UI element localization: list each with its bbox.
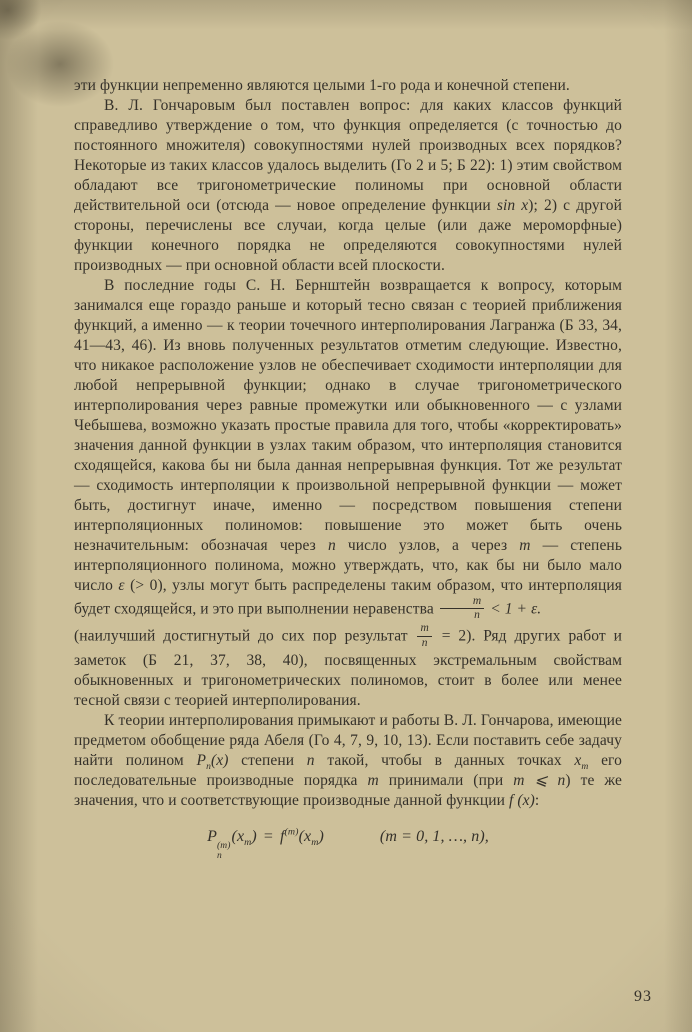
formula-condition: (m = 0, 1, …, n), xyxy=(379,827,489,845)
math-point-x-m xyxy=(574,751,589,772)
fraction-numerator: m xyxy=(417,622,431,636)
displayed-formula xyxy=(74,827,622,862)
open-paren: ( xyxy=(298,827,305,845)
math-subscript: m xyxy=(311,837,319,849)
text-run: ) те же значения, что и соответствующие производные данной функции xyxy=(74,771,622,809)
math-base: P xyxy=(196,751,207,769)
text-run: — степень интерполяционного полинома, можно утверждать, что, как бы ни было мало число xyxy=(74,537,622,594)
close-paren: ) xyxy=(251,827,257,845)
math-sin-x: sin x xyxy=(496,197,529,214)
page-number: 93 xyxy=(634,988,652,1005)
paragraph-best-result xyxy=(74,623,622,710)
open-paren: ( xyxy=(231,827,237,845)
fraction-denominator: n xyxy=(421,636,428,649)
text-run: (> 0), узлы могут быть распределены таким образом, что интерполяция будет сходящейся, и это при выполнении неравенства xyxy=(74,577,622,618)
text-run: = 2). Ряд других работ и заметок (Б 21, 37, 38, 40), посвященных экстремальным свойствам обыкновенных и тригонометрических полиномов, стоит в более или менее тесной связи с теорией интерполирования. xyxy=(74,627,622,709)
sup-sub-stack xyxy=(217,841,231,862)
math-function-f-x: f (x) xyxy=(509,791,535,809)
math-symbol-n: n xyxy=(306,751,315,769)
paragraph-continuation xyxy=(74,76,622,96)
text-run: эти функции непременно являются целыми 1-го рода и конечной степени. xyxy=(74,77,570,94)
equation xyxy=(207,826,324,862)
text-run: К теории интерполирования примыкают и работы В. Л. Гончарова, имеющие предметом обобщение ряда Абеля (Го 4, 7, 9, 10, 13). Если поставить себе задачу найти полином xyxy=(74,711,622,769)
math-base-f: f xyxy=(279,827,285,845)
math-base: x xyxy=(574,751,582,769)
paragraph-abel-series xyxy=(74,711,622,811)
text-run: : xyxy=(534,791,540,809)
math-inequality-tail: < 1 + ε. xyxy=(486,600,542,618)
paragraph-bernstein-interpolation xyxy=(74,276,622,623)
math-symbol-n: n xyxy=(327,537,336,554)
text-run: степени xyxy=(228,751,307,769)
paragraph-goncharov-question xyxy=(74,96,622,276)
math-subscript: m xyxy=(244,837,252,849)
text-run: ); 2) с другой стороны, перечислены все случаи, когда целые (или даже мероморфные) функции конечного порядка не определяются совокупностями нулей производных — при основной области всей плоскости. xyxy=(74,197,623,274)
fraction-denominator: n xyxy=(474,609,480,622)
math-superscript: (m) xyxy=(284,826,299,838)
math-subscript: n xyxy=(217,851,222,862)
math-base-P: P xyxy=(207,827,217,845)
math-arg-x: x xyxy=(236,827,245,845)
math-arg-x: x xyxy=(304,827,312,845)
math-polynomial-P xyxy=(196,751,229,772)
math-symbol-m: m xyxy=(519,537,531,554)
text-run: В последние годы С. Н. Бернштейн возвращается к вопросу, которым занимался еще гораздо раньше и который тесно связан с теорией приближения функций, а именно — к теории точечного интерполирования Лагранжа (Б 33, 34, 41—43, 46). Из вновь полученных результатов отметим следующие. Известно, что никакое расположение узлов не обеспечивает сходимости интерполяции для любой непрерывной функции; однако в случае тригонометрического интерполирования через равные промежутки или обыкновенного — с узлами Чебышева, возможно указать простые правила для того, чтобы «корректировать» значения данной функции в узлах таким образом, что интерполяция становится сходящейся, какова бы ни была данная непрерывная функция. Тот же результат — сходимость интерполяции к произвольной непрерывной функции — может быть, достигнут иначе, именно — посредством повышения степени интерполяционных полиномов: повышение это может быть очень незначительным: обозначая через xyxy=(74,277,622,554)
math-symbol-m: m xyxy=(367,771,379,789)
math-symbol-epsilon: ε xyxy=(118,577,125,594)
page-text-block xyxy=(74,76,622,862)
fraction-numerator: m xyxy=(440,595,484,609)
text-run: такой, чтобы в данных точках xyxy=(314,751,575,769)
text-run: В. Л. Гончаровым был поставлен вопрос: для каких классов функций справедливо утверждение о том, что функция определяется (с точностью до постоянного множителя) совокупностями нулей производных всех порядков? Некоторые из таких классов удалось выделить (Го 2 и 5; Б 22): 1) этим свойством обладают все тригонометрические полиномы при основной области действительной оси (отсюда — новое определение функции xyxy=(74,97,622,214)
text-run: число узлов, а через xyxy=(335,537,520,554)
equals-sign: = xyxy=(263,827,273,845)
text-run: (наилучший достигнутый до сих пор результат xyxy=(74,627,416,645)
math-m-leq-n: m ⩽ n xyxy=(513,771,566,789)
math-superscript: (m) xyxy=(217,840,231,851)
math-subscript: n xyxy=(206,760,211,772)
text-run: его последовательные производные порядка xyxy=(74,751,622,789)
fraction-m-over-n xyxy=(440,595,484,622)
fraction-m-over-n xyxy=(417,622,431,649)
math-argument: (x) xyxy=(210,751,229,769)
text-run: принимали (при xyxy=(378,771,514,789)
close-paren: ) xyxy=(318,827,324,845)
math-subscript: m xyxy=(581,760,589,772)
